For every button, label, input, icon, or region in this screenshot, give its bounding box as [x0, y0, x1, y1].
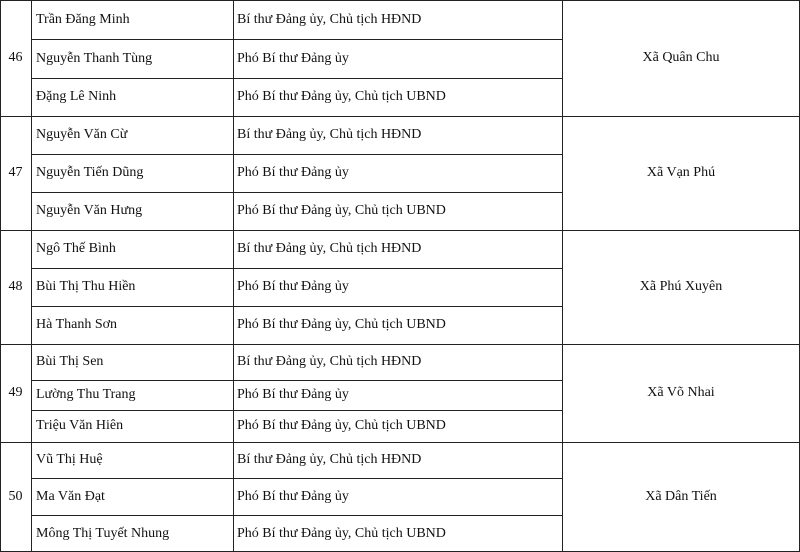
grid-line — [233, 0, 234, 552]
person-name: Nguyễn Thanh Tùng — [36, 50, 153, 66]
person-position: Bí thư Đảng ủy, Chủ tịch HĐND — [237, 127, 422, 142]
grid-line — [31, 0, 32, 552]
person-name: Ma Văn Đạt — [36, 488, 105, 504]
person-name: Nguyễn Tiến Dũng — [36, 165, 144, 180]
grid-line — [31, 268, 562, 269]
grid-line — [0, 116, 800, 117]
grid-line — [31, 78, 562, 79]
person-position: Bí thư Đảng ủy, Chủ tịch HĐND — [237, 241, 422, 256]
grid-line — [31, 192, 562, 193]
grid-line — [0, 0, 1, 552]
grid-line — [31, 380, 562, 381]
grid-line — [0, 0, 800, 1]
grid-line — [0, 442, 800, 443]
unit-name: Xã Phú Xuyên — [639, 279, 723, 294]
person-position: Bí thư Đảng ủy, Chủ tịch HĐND — [237, 452, 422, 467]
person-name: Triệu Văn Hiên — [36, 418, 124, 433]
person-name: Lường Thu Trang — [36, 387, 136, 402]
person-position: Phó Bí thư Đảng ủy — [237, 165, 349, 180]
person-name: Đặng Lê Ninh — [36, 89, 117, 104]
person-position: Phó Bí thư Đảng ủy, Chủ tịch UBND — [237, 317, 446, 332]
unit-name: Xã Quân Chu — [642, 50, 720, 65]
person-position: Phó Bí thư Đảng ủy — [237, 387, 349, 402]
person-name: Bùi Thị Sen — [36, 354, 104, 369]
person-position: Phó Bí thư Đảng ủy, Chủ tịch UBND — [237, 418, 446, 433]
person-position: Bí thư Đảng ủy, Chủ tịch HĐND — [237, 354, 422, 369]
row-number: 48 — [8, 279, 23, 294]
person-name: Ngô Thế Bình — [36, 241, 116, 256]
grid-line — [31, 478, 562, 479]
person-position: Phó Bí thư Đảng ủy — [237, 488, 349, 504]
person-name: Mông Thị Tuyết Nhung — [36, 525, 170, 541]
person-name: Nguyễn Văn Cừ — [36, 127, 128, 142]
grid-line — [0, 230, 800, 231]
row-number: 46 — [8, 50, 23, 65]
row-number: 47 — [8, 165, 23, 180]
grid-line — [31, 515, 562, 516]
person-position: Bí thư Đảng ủy, Chủ tịch HĐND — [237, 11, 422, 27]
person-position: Phó Bí thư Đảng ủy — [237, 50, 349, 66]
grid-line — [0, 344, 800, 345]
person-name: Vũ Thị Huệ — [36, 452, 103, 467]
grid-line — [562, 0, 563, 552]
person-position: Phó Bí thư Đảng ủy, Chủ tịch UBND — [237, 89, 446, 104]
person-name: Hà Thanh Sơn — [36, 317, 118, 332]
unit-name: Xã Dân Tiến — [645, 489, 717, 504]
person-name: Trần Đăng Minh — [36, 11, 130, 27]
grid-line — [31, 410, 562, 411]
row-number: 49 — [8, 385, 23, 400]
grid-line — [31, 39, 562, 40]
unit-name: Xã Vạn Phú — [646, 165, 716, 180]
grid-line — [31, 306, 562, 307]
person-position: Phó Bí thư Đảng ủy — [237, 279, 349, 294]
row-number: 50 — [8, 489, 23, 504]
grid-line — [31, 154, 562, 155]
person-position: Phó Bí thư Đảng ủy, Chủ tịch UBND — [237, 525, 446, 541]
unit-name: Xã Võ Nhai — [647, 385, 715, 400]
person-name: Nguyễn Văn Hưng — [36, 203, 143, 218]
person-position: Phó Bí thư Đảng ủy, Chủ tịch UBND — [237, 203, 446, 218]
person-name: Bùi Thị Thu Hiền — [36, 279, 136, 294]
